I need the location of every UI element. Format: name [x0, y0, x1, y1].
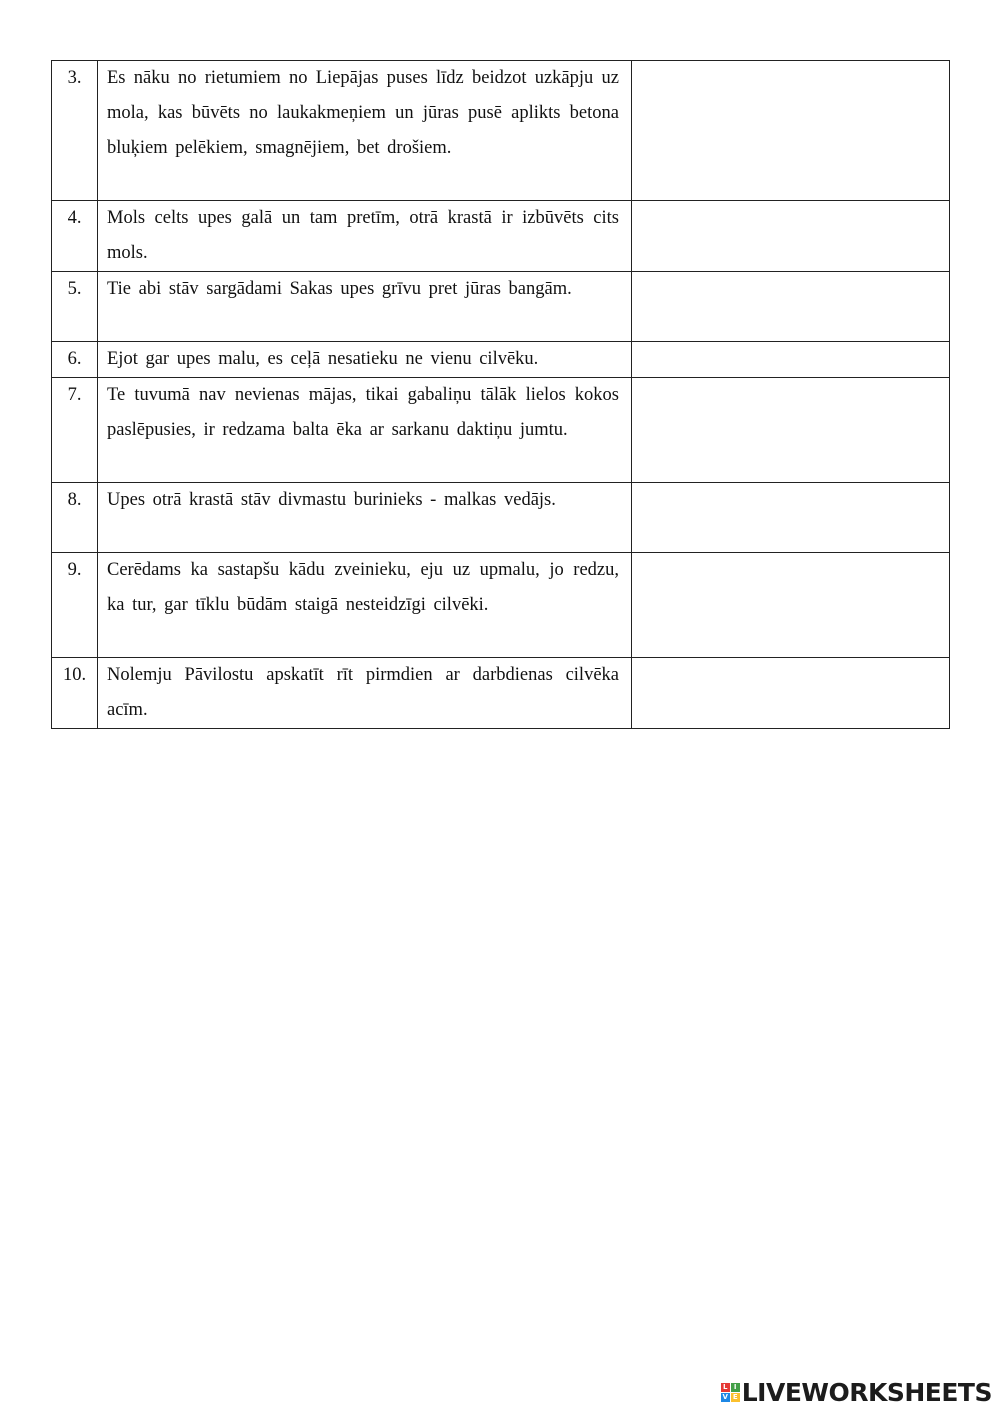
row-number: 7.	[52, 378, 98, 483]
logo-mark-icon	[721, 1383, 740, 1402]
row-number: 4.	[52, 201, 98, 272]
sentence-text: Es nāku no rietumiem no Liepājas puses līdz beidzot uzkāpju uz mola, kas būvēts no laukakmeņiem un jūras pusē aplikts betona bluķiem pelēkiem, smagnējiem, bet drošiem.	[107, 68, 619, 158]
sentence-cell	[98, 201, 632, 272]
table-row	[52, 201, 950, 272]
row-number: 3.	[52, 61, 98, 201]
row-number: 5.	[52, 272, 98, 342]
row-number: 6.	[52, 342, 98, 378]
table-row	[52, 658, 950, 729]
answer-cell[interactable]	[632, 378, 950, 483]
sentence-cell	[98, 658, 632, 729]
row-number: 8.	[52, 483, 98, 553]
sentence-cell	[98, 553, 632, 658]
table-row	[52, 342, 950, 378]
logo-mark-letter: E	[731, 1393, 740, 1402]
sentence-text: Upes otrā krastā stāv divmastu burinieks - malkas vedājs.	[107, 490, 556, 510]
logo-mark-letter: L	[721, 1383, 730, 1392]
table-row	[52, 483, 950, 553]
logo-mark-letter: I	[731, 1383, 740, 1392]
answer-cell[interactable]	[632, 658, 950, 729]
answer-cell[interactable]	[632, 61, 950, 201]
sentence-cell	[98, 483, 632, 553]
logo-mark-letter: V	[722, 1392, 728, 1401]
answer-cell[interactable]	[632, 553, 950, 658]
sentence-text: Nolemju Pāvilostu apskatīt rīt pirmdien ar darbdienas cilvēka acīm.	[107, 665, 619, 720]
table-row	[52, 61, 950, 201]
sentence-cell	[98, 61, 632, 201]
row-number: 10.	[52, 658, 98, 729]
row-number: 9.	[52, 553, 98, 658]
liveworksheets-logo	[721, 1379, 992, 1405]
sentence-text: Te tuvumā nav nevienas mājas, tikai gabaliņu tālāk lielos kokos paslēpusies, ir redzama balta ēka ar sarkanu daktiņu jumtu.	[107, 385, 619, 440]
answer-cell[interactable]	[632, 272, 950, 342]
answer-cell[interactable]	[632, 342, 950, 378]
sentence-cell	[98, 342, 632, 378]
logo-text: LIVEWORKSHEETS	[741, 1377, 992, 1407]
table-row	[52, 378, 950, 483]
exercise-table	[51, 60, 950, 729]
sentence-text: Mols celts upes galā un tam pretīm, otrā krastā ir izbūvēts cits mols.	[107, 208, 619, 263]
sentence-cell	[98, 378, 632, 483]
sentence-cell	[98, 272, 632, 342]
sentence-text: Cerēdams ka sastapšu kādu zveinieku, eju uz upmalu, jo redzu, ka tur, gar tīklu būdām staigā nesteidzīgi cilvēki.	[107, 560, 619, 615]
table-row	[52, 553, 950, 658]
table-row	[52, 272, 950, 342]
exercise-table-body	[52, 61, 950, 729]
answer-cell[interactable]	[632, 201, 950, 272]
sentence-text: Ejot gar upes malu, es ceļā nesatieku ne vienu cilvēku.	[107, 349, 539, 369]
sentence-text: Tie abi stāv sargādami Sakas upes grīvu pret jūras bangām.	[107, 279, 572, 299]
answer-cell[interactable]	[632, 483, 950, 553]
